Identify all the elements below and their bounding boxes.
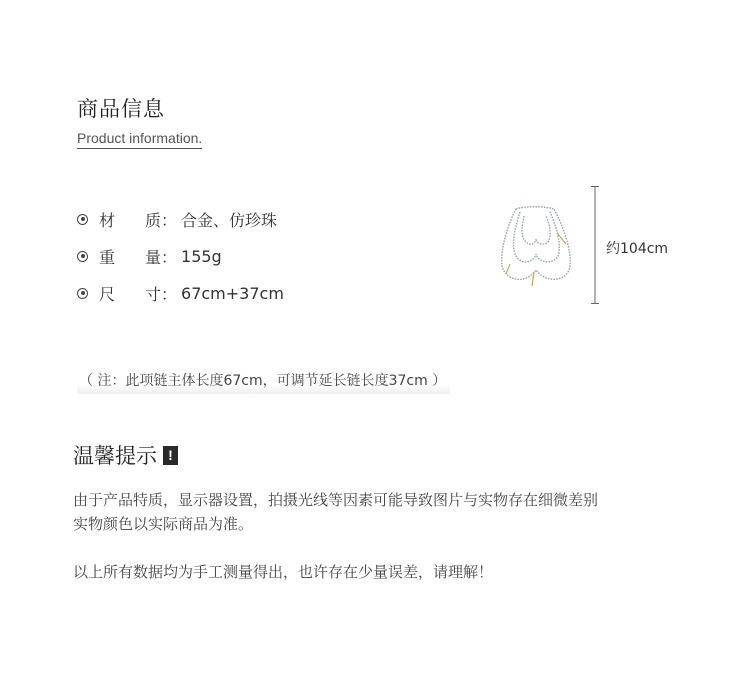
length-note: （ 注：此项链主体长度67cm，可调节延长链长度37cm ） xyxy=(77,368,450,394)
spec-value: 155g xyxy=(181,246,222,266)
bullet-icon xyxy=(77,251,88,262)
tips-line: 由于产品特质，显示器设置，拍摄光线等因素可能导致图片与实物存在细微差别 xyxy=(73,491,599,509)
tips-title xyxy=(73,440,178,470)
spec-value: 67cm+37cm xyxy=(181,283,284,303)
spec-label: 重 量 xyxy=(99,247,161,267)
necklace-image xyxy=(496,204,578,290)
spec-label: 尺 寸 xyxy=(99,284,161,304)
exclamation-icon: ! xyxy=(163,446,178,465)
dimension-line xyxy=(591,186,599,304)
section-subtitle: Product information. xyxy=(77,130,202,149)
dimension-label: 约104cm xyxy=(606,241,669,257)
tips-title-text: 温馨提示 xyxy=(73,444,157,468)
section-title: 商品信息 xyxy=(77,97,165,121)
spec-value: 合金、仿珍珠 xyxy=(181,210,278,230)
bullet-icon xyxy=(77,214,88,225)
spec-label: 材 质 xyxy=(99,210,161,230)
spec-row-weight: 重 量 ： 155g xyxy=(77,245,222,267)
spec-row-material: 材 质 ： 合金、仿珍珠 xyxy=(77,208,277,230)
bullet-icon xyxy=(77,288,88,299)
tips-line: 以上所有数据均为手工测量得出，也许存在少量误差，请理解！ xyxy=(73,563,494,581)
tips-line: 实物颜色以实际商品为准。 xyxy=(73,515,254,533)
spec-row-size: 尺 寸 ： 67cm+37cm xyxy=(77,282,284,304)
